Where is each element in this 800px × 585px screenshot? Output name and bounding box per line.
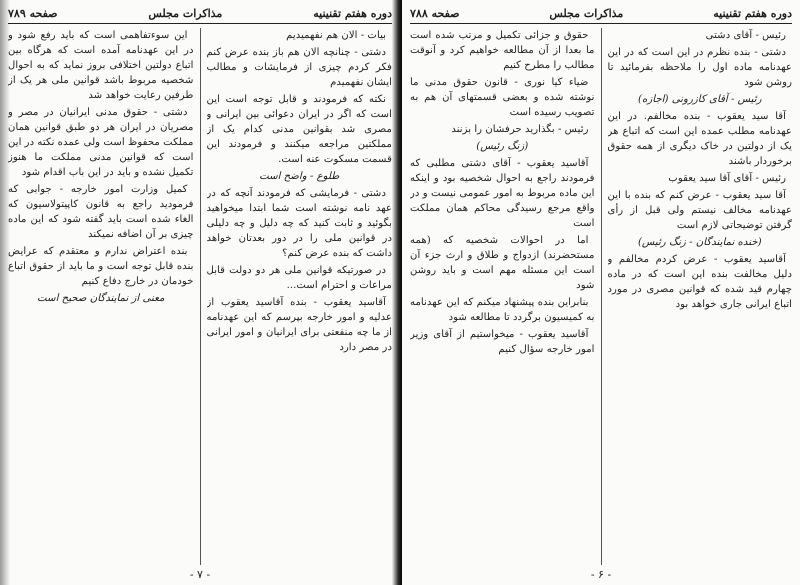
paragraph: (خنده نمایندگان - زنگ رئیس) bbox=[637, 237, 762, 248]
paragraph: رئیس - آقای آقا سید یعقوب bbox=[668, 173, 786, 184]
right-page-footer: - ۶ - bbox=[590, 568, 612, 581]
right-page-header bbox=[410, 3, 792, 24]
left-page-header bbox=[8, 3, 392, 24]
paragraph: رئیس - آقای کازرونی (اجازه) bbox=[638, 94, 762, 105]
right-page-title: مذاکرات مجلس bbox=[549, 6, 624, 20]
right-page-session: دوره هفتم تقنینیه bbox=[713, 6, 792, 20]
left-page-columns bbox=[8, 28, 392, 565]
right-page-columns bbox=[410, 28, 792, 565]
paragraph: (زنگ رئیس) bbox=[476, 141, 529, 152]
right-page-column-right bbox=[608, 28, 793, 565]
paragraph: کمیل وزارت امور خارجه - جوابی که فرمودید راجع به قانون کاپیتولاسیون که الغاء شده است باید گفته شود که این ماده چیزی بر آن اضافه نمیکند bbox=[8, 184, 194, 240]
paragraph: اما در احوالات شخصیه که (همه مستحضرند) ازدواج و طلاق و ارث جزء آن است این مسئله مهم است و باید روشن شود bbox=[410, 235, 595, 291]
right-page-number: صفحه ۷۸۸ bbox=[410, 6, 460, 20]
column-divider bbox=[601, 28, 602, 565]
paragraph: در صورتیکه قوانین ملی هر دو دولت قابل مراعات و احترام است... bbox=[206, 265, 392, 291]
paragraph: آقاسید یعقوب - بنده آقاسید یعقوب از عدلیه و امور خارجه بپرسم که این عهدنامه از ما چه منفعتی برای ایرانیان و امور ایرانی در مصر دارد bbox=[206, 297, 392, 353]
paragraph: رئیس - بگذارید حرفشان را بزنند bbox=[451, 124, 589, 135]
left-page-footer: - ۷ - bbox=[189, 568, 211, 581]
paragraph: دشتی - بنده نظرم در این است که در این عهدنامه ماده اول را ملاحظه بفرمائید تا روشن شود bbox=[607, 47, 792, 88]
paragraph: آقاسید یعقوب - عرض کردم مخالفم و دلیل مخالفت بنده این است که در ماده چهارم قید شده که قوانین مصری در مورد اتباع ایرانی جاری خواهد بود bbox=[607, 254, 792, 310]
left-page-title: مذاکرات مجلس bbox=[148, 6, 223, 20]
paragraph: آقاسید یعقوب - میخواستیم از آقای وزیر امور خارجه سؤال کنیم bbox=[410, 329, 595, 355]
paragraph: آقا سید یعقوب - بنده مخالفم. در این عهدنامه مطلب عمده این است که اتباع هر یک از دولتین در خاک دیگری از همه حقوق برخوردار باشند bbox=[607, 111, 792, 167]
column-divider bbox=[200, 28, 201, 565]
paragraph: ضیاء کیا نوری - قانون حقوق مدنی ما نوشته شده و بعضی قسمتهای آن هم به تصویب رسیده است bbox=[410, 77, 595, 118]
left-page-session: دوره هفتم تقنینیه bbox=[313, 6, 392, 20]
paragraph: طلوع - واضح است bbox=[259, 171, 340, 182]
paragraph: بنابراین بنده پیشنهاد میکنم که این عهدنامه به کمیسیون برگردد تا مطالعه شود bbox=[410, 297, 595, 323]
paragraph: آقا سید یعقوب - عرض کنم که بنده با این عهدنامه مخالف نیستم ولی قبل از رأی گرفتن توضیحاتی لازم است bbox=[607, 190, 792, 231]
paragraph: نکته که فرمودند و قابل توجه است این است که اگر در ایران دعوائی بین ایرانی و مصری شد بقوانین مدنی کدام یک از مملکتین مراجعه میکنند و فرمودند این قسمت مسکوت عنه است. bbox=[206, 94, 392, 165]
left-page-column-right bbox=[207, 28, 393, 565]
paragraph: معنی از نمایندگان صحیح است bbox=[37, 293, 165, 304]
left-page-number: صفحه ۷۸۹ bbox=[8, 6, 58, 20]
paragraph: این سوءتفاهمی است که باید رفع شود و در این عهدنامه آمده است که هرگاه بین اتباع دولتین اختلافی بروز نماید که به احوال شخصیه مربوط باشد قوانین ملی هر یک از طرفین رعایت خواهد شد bbox=[8, 30, 194, 101]
paragraph: حقوق و جزائی تکمیل و مرتب شده است ما بعدا از آن مطالعه خواهیم کرد و آنوقت مطالب را مطرح کنیم bbox=[410, 30, 595, 71]
left-page-column-left bbox=[8, 28, 194, 565]
paragraph: رئیس - آقای دشتی bbox=[705, 30, 786, 41]
paragraph: بیات - الان هم نفهمیدیم bbox=[286, 30, 386, 41]
right-page bbox=[402, 0, 800, 585]
paragraph: دشتی - حقوق مدنی ایرانیان در مصر و مصریان در ایران هر دو طبق قوانین همان مملکت محفوظ است ولی عمده نکته در این است که قوانین مدنی مملکت ما هنوز تکمیل نشده و باید در این باب اقدام شود bbox=[8, 107, 194, 178]
paragraph: بنده اعتراض ندارم و معتقدم که عرایض بنده قابل توجه است و ما باید از حقوق اتباع خودمان در خارج دفاع کنیم bbox=[8, 246, 194, 287]
paragraph: دشتی - چنانچه الان هم باز بنده عرض کنم فکر کردم چیزی از فرمایشات و مطالب ایشان نفهمیدم bbox=[206, 47, 392, 88]
paragraph: آقاسید یعقوب - آقای دشتی مطلبی که فرمودند راجع به احوال شخصیه بود و اینکه این ماده مربوط به امور عمومی نیست و در واقع مرجع رسیدگی محاکم همان مملکت است bbox=[410, 158, 595, 229]
right-page-column-left bbox=[410, 28, 595, 565]
paragraph: دشتی - فرمایشی که فرمودند آنچه که در عهد نامه نوشته است شما ابتدا میخواهید بگوئید و ثابت کنید که چه دلیل و چه دلیلی در قوانین ملی را در دور بعدتان خواهد داشت که بنده عرض کنم؟ bbox=[206, 188, 392, 259]
